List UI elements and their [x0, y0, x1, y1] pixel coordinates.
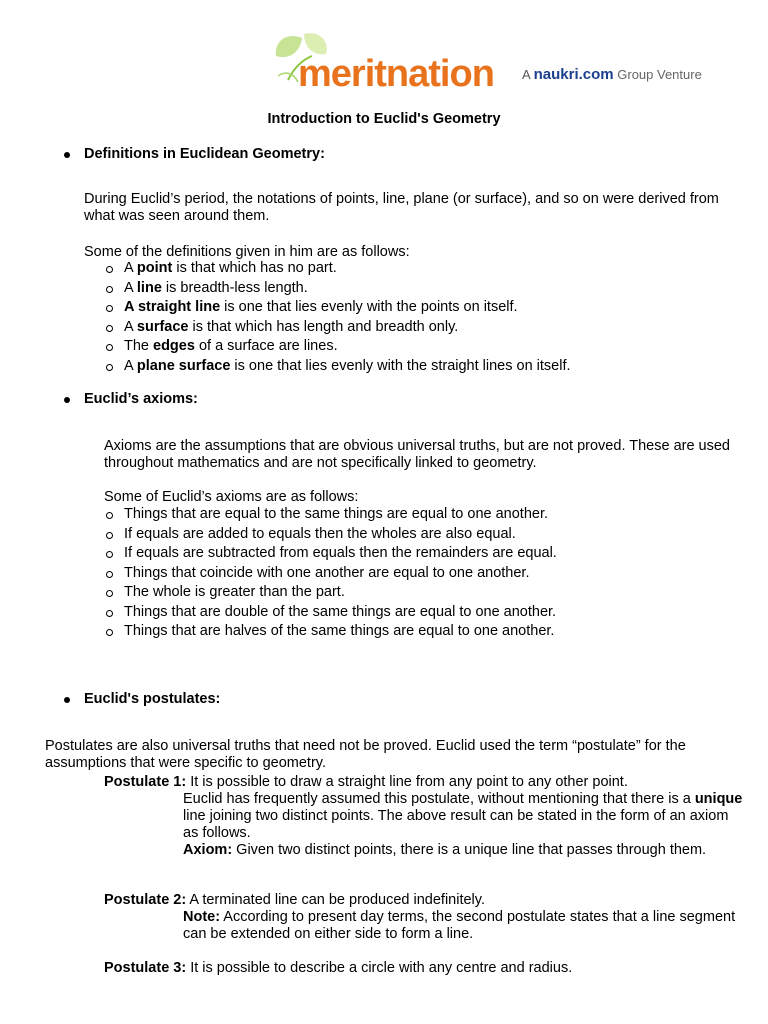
- definition-item: [104, 337, 744, 357]
- axiom-item: Things that are double of the same things are equal to one another.: [104, 603, 744, 623]
- postulate-2-text: A terminated line can be produced indefinitely.: [186, 892, 485, 908]
- axioms-lead: Some of Euclid’s axioms are as follows:: [104, 488, 359, 505]
- postulate-1-axiom: [183, 842, 743, 859]
- heading-text: Euclid's postulates:: [84, 691, 221, 707]
- definition-term: A straight line: [124, 299, 221, 315]
- definition-term: plane surface: [136, 357, 231, 374]
- postulate-3-text: It is possible to describe a circle with any centre and radius.: [186, 960, 573, 976]
- axiom-item: Things that are halves of the same things are equal to one another.: [104, 622, 744, 642]
- definition-item: [104, 259, 744, 279]
- tag-suffix: Group Venture: [617, 67, 702, 82]
- definition-pre: A: [124, 260, 137, 276]
- heading-text: Euclid’s axioms:: [84, 391, 198, 407]
- definition-term: point: [136, 260, 173, 276]
- postulate-2-label: Postulate 2:: [104, 892, 187, 908]
- postulate-1-explanation: [183, 791, 743, 842]
- postulates-intro: Postulates are also universal truths that need not be proved. Euclid used the term “postulate” for the assumptions that were specific to geometry.: [45, 737, 686, 771]
- definition-pre: The: [124, 338, 154, 354]
- logo-tagline: [522, 66, 702, 83]
- tag-prefix: A: [522, 67, 530, 82]
- postulate-1-label: Postulate 1:: [104, 774, 187, 790]
- explanation-part-a: Euclid has frequently assumed this postulate, without mentioning that there is a: [183, 791, 695, 807]
- axiom-text: Given two distinct points, there is a unique line that passes through them.: [232, 842, 707, 858]
- definition-term: line: [136, 279, 162, 296]
- meritnation-logo: [268, 30, 728, 94]
- postulate-2: [104, 892, 744, 909]
- definition-post: is one that lies evenly with the points on itself.: [220, 299, 518, 315]
- definition-item: [104, 279, 744, 299]
- definition-pre: A: [124, 279, 137, 296]
- definition-term: surface: [136, 318, 189, 335]
- definitions-list: [104, 259, 744, 376]
- logo-wordmark: meritnation: [298, 53, 494, 95]
- definition-item: [104, 298, 744, 318]
- note-label: Note:: [183, 909, 221, 925]
- definitions-lead: Some of the definitions given in him are as follows:: [84, 243, 410, 260]
- page-title: Introduction to Euclid's Geometry: [267, 111, 501, 127]
- axioms-list: [104, 505, 744, 642]
- axiom-label: Axiom:: [183, 842, 233, 858]
- bullet-dot: [64, 397, 70, 403]
- explanation-part-b: line joining two distinct points. The above result can be stated in the form of an axiom as follows.: [183, 808, 729, 841]
- bullet-dot: [64, 697, 70, 703]
- axiom-item: If equals are subtracted from equals then the remainders are equal.: [104, 544, 744, 564]
- axiom-item: If equals are added to equals then the wholes are also equal.: [104, 525, 744, 545]
- definition-post: of a surface are lines.: [194, 338, 338, 354]
- definition-post: is that which has no part.: [172, 260, 337, 276]
- definition-item: [104, 318, 744, 338]
- heading-text: Definitions in Euclidean Geometry:: [84, 146, 325, 162]
- definition-item: [104, 357, 744, 377]
- postulate-1-text: It is possible to draw a straight line from any point to any other point.: [186, 774, 628, 790]
- axiom-item: Things that are equal to the same things are equal to one another.: [104, 505, 744, 525]
- definitions-intro: During Euclid’s period, the notations of points, line, plane (or surface), and so on were derived from what was seen around them.: [84, 190, 719, 224]
- postulate-2-note: [183, 909, 743, 943]
- axiom-item: The whole is greater than the part.: [104, 583, 744, 603]
- axiom-item: Things that coincide with one another are equal to one another.: [104, 564, 744, 584]
- explanation-bold: unique: [694, 791, 743, 807]
- definition-post: is one that lies evenly with the straight lines on itself.: [230, 357, 571, 374]
- axioms-intro: Axioms are the assumptions that are obvious universal truths, but are not proved. These are used throughout mathematics and are not specifically linked to geometry.: [104, 437, 730, 471]
- postulate-3-label: Postulate 3:: [104, 960, 187, 976]
- definition-pre: A: [124, 318, 137, 335]
- definition-term: edges: [153, 338, 195, 354]
- postulate-3: [104, 960, 744, 977]
- naukri-brand: naukri.com: [533, 66, 614, 83]
- note-text: According to present day terms, the second postulate states that a line segment can be extended on either side to form a line.: [183, 909, 736, 942]
- definition-post: is breadth-less length.: [161, 279, 308, 296]
- bullet-dot: [64, 152, 70, 158]
- definition-pre: A: [124, 357, 137, 374]
- postulate-1: [104, 774, 744, 791]
- definition-post: is that which has length and breadth only.: [188, 318, 459, 335]
